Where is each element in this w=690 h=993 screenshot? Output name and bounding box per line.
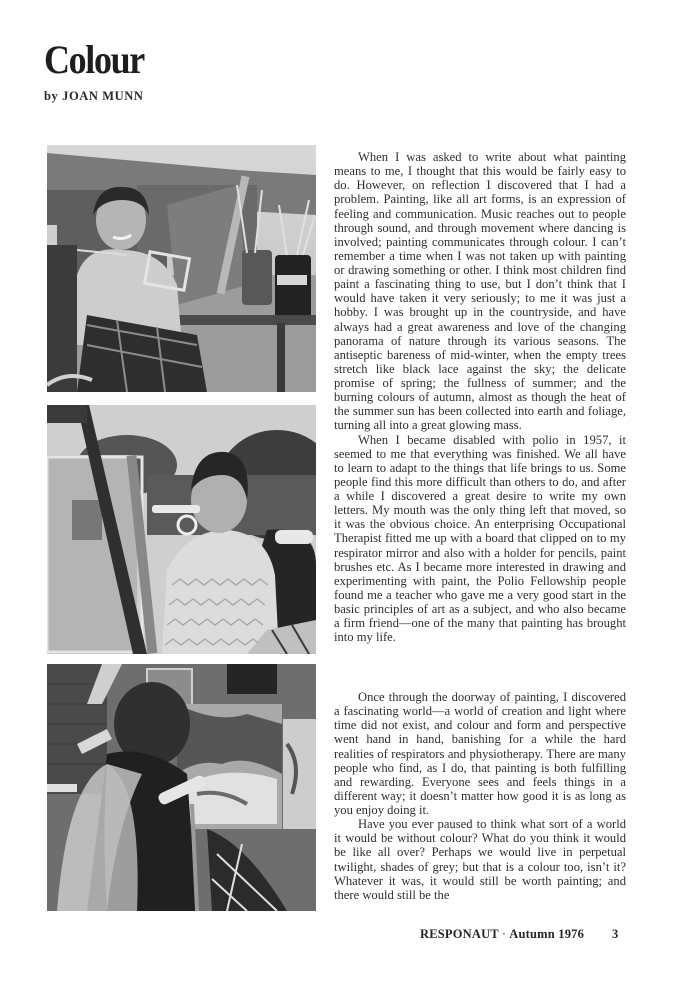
photo-2-illustration — [47, 405, 316, 654]
article-body-section-2 — [334, 690, 626, 902]
issue-date: Autumn 1976 — [509, 927, 585, 941]
article-byline: by JOAN MUNN — [44, 89, 144, 103]
paragraph: When I was asked to write about what painting means to me, I thought that this would be fairly easy to do. However, on reflection I discovered that I had a problem. Painting, like all art forms, is an expression of feeling and communication. Music reaches out to people through sound, and through movement where dancing is involved; painting communicates through colour. I can’t remember a time when I was not taken up with painting or drawing something or other. I think most children find paint a fascinating thing to use, but I don’t think that I would have taken it very seriously; to me it was just a hobby. I was brought up in the countryside, and have always had a great awareness and love of the changing panorama of nature through its various seasons. The antiseptic bareness of mid-winter, when the empty trees stretch like black lace against the sky; the delicate promise of spring; the fullness of summer; and the burning colours of autumn, almost as though the heat of the summer sun has been collected into earth and foliage, turning all into a great glowing mass. — [334, 150, 626, 433]
page-number: 3 — [612, 927, 619, 941]
photo-artist-at-easel-smiling — [47, 145, 316, 392]
photo-3-illustration — [47, 664, 316, 911]
article-title: Colour — [44, 37, 144, 82]
page-footer — [420, 927, 584, 942]
photo-1-illustration — [47, 145, 316, 392]
photo-artist-painting-landscape — [47, 664, 316, 911]
paragraph: When I became disabled with polio in 1957, it seemed to me that everything was finished. We all have to learn to adapt to the things that life brings to us. Some people find this more difficult than others to do, and after a while I discovered a great desire to write my own letters. My mouth was the only thing left that moved, so it was the obvious choice. An enterprising Occupational Therapist fitted me up with a board that clipped on to my respirator mirror and also with a holder for pencils, paint brushes etc. As I became more interested in drawing and experimenting with paint, the Polio Fellowship people found me a teacher who gave me a very good start in the basic principles of art as a subject, and who also became a firm friend—one of the many that painting has brought into my life. — [334, 432, 626, 645]
publication-name: RESPONAUT — [420, 927, 499, 941]
paragraph: Once through the doorway of painting, I discovered a fascinating world—a world of creation and light where time did not exist, and colour and form and perspective went hand in hand, banishing for a while the hard realities of respirators and physiotherapy. There are many people who find, as I do, that painting is both fulfilling and rewarding. Everyone sees and feels things in a different way; it doesn’t matter how good it is as long as you enjoy doing it. — [334, 690, 626, 817]
paragraph: Have you ever paused to think what sort of a world it would be without colour? What do you think it would be like all over? Perhaps we would live in perpetual twilight, shades of grey; but that is a colour too, isn’t it? Whatever it was, it would still be worth painting; and there would still be the — [334, 817, 626, 902]
article-body-section-1 — [334, 150, 626, 644]
photo-artist-with-mouthstick — [47, 405, 316, 654]
footer-separator: · — [501, 927, 507, 941]
